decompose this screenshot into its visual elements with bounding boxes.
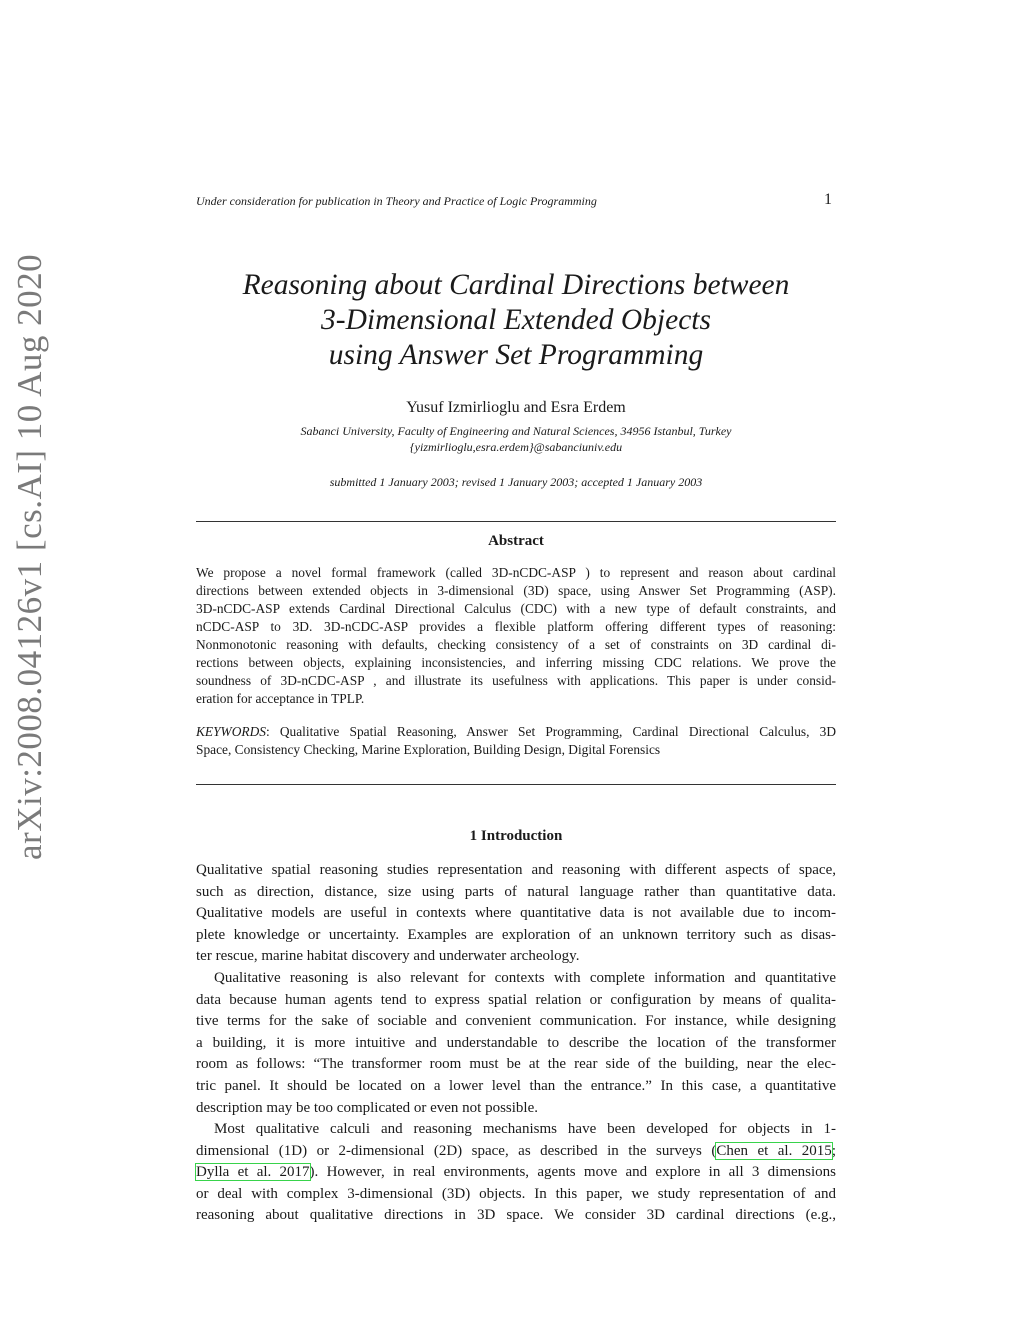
text-fragment: dimensional (1D) or 2-dimensional (2D) space, as described in the surveys ( (196, 1142, 717, 1159)
author-emails[interactable]: {yizmirlioglu,esra.erdem}@sabanciuniv.edu (409, 440, 623, 454)
citation-link-dylla-2017[interactable]: Dylla et al. 2017 (196, 1164, 310, 1181)
intro-paragraph-2 (196, 968, 836, 1119)
text-line: plete knowledge or uncertainty. Examples are exploration of an unknown territory such as disas- (196, 926, 836, 943)
text-fragment: ; (831, 1142, 836, 1159)
abstract-line: soundness of 3D-nCDC-ASP , and illustrate its usefulness with applications. This paper is under consid- (196, 673, 836, 688)
title-line-3: using Answer Set Programming (328, 339, 704, 371)
authors: Yusuf Izmirlioglu and Esra Erdem (406, 399, 626, 416)
intro-paragraph-3 (196, 1119, 836, 1227)
page-number: 1 (824, 191, 832, 208)
paper-title (196, 268, 836, 373)
abstract-line: 3D-nCDC-ASP extends Cardinal Directional Calculus (CDC) with a new type of default constraints, and (196, 601, 836, 616)
keywords (196, 723, 836, 759)
text-line: data because human agents tend to express spatial relation or configuration by means of qualita- (196, 991, 836, 1008)
text-line: Qualitative spatial reasoning studies representation and reasoning with different aspects of space, (196, 862, 836, 878)
citation-link-chen-2015[interactable]: Chen et al. 2015 (716, 1142, 832, 1159)
keywords-line (196, 723, 836, 741)
abstract-body (196, 564, 836, 708)
text-line: Most qualitative calculi and reasoning mechanisms have been developed for objects in 1- (214, 1121, 836, 1137)
keywords-label: KEYWORDS (196, 724, 266, 739)
keywords-list-part2: Space, Consistency Checking, Marine Exploration, Building Design, Digital Forensics (196, 742, 661, 757)
text-line: reasoning about qualitative directions in 3D space. We consider 3D cardinal directions (e.g., (196, 1207, 836, 1224)
text-line: tive terms for the sake of sociable and convenient communication. For instance, while designing (196, 1013, 836, 1030)
text-line: description may be too complicated or even not possible. (196, 1099, 538, 1116)
abstract-line: rections between objects, explaining inconsistencies, and inferring missing CDC relations. We prove the (196, 655, 836, 670)
text-line: or deal with complex 3-dimensional (3D) objects. In this paper, we study representation of and (196, 1185, 836, 1202)
abstract-line: nCDC-ASP to 3D. 3D-nCDC-ASP provides a flexible platform offering different types of reasoning: (196, 619, 836, 634)
running-head: Under consideration for publication in Theory and Practice of Logic Programming (196, 194, 597, 208)
text-line (196, 1162, 836, 1184)
text-fragment: ). However, in real environments, agents move and explore in all 3 dimensions (309, 1164, 836, 1181)
arxiv-identifier: arXiv:2008.04126v1 [cs.AI] 10 Aug 2020 (10, 253, 49, 860)
abstract-line: eration for acceptance in TPLP. (196, 691, 365, 706)
intro-paragraph-1 (196, 860, 836, 968)
text-line (196, 1141, 836, 1163)
text-line: Qualitative reasoning is also relevant for contexts with complete information and quantitative (214, 970, 836, 986)
title-line-2: 3-Dimensional Extended Objects (321, 304, 711, 336)
text-line: ter rescue, marine habitat discovery and underwater archeology. (196, 948, 580, 965)
abstract-line: directions between extended objects in 3-dimensional (3D) space, using Answer Set Programming (ASP). (196, 583, 836, 598)
submission-dates: submitted 1 January 2003; revised 1 January 2003; accepted 1 January 2003 (329, 475, 703, 489)
abstract-top-rule (196, 521, 836, 522)
abstract-bottom-rule (196, 784, 836, 785)
section-heading-introduction: 1 Introduction (469, 828, 563, 844)
abstract-line: We propose a novel formal framework (called 3D-nCDC-ASP ) to represent and reason about cardinal (196, 565, 836, 580)
text-line: tric panel. It should be located on a lower level than the entrance.” In this case, a quantitative (196, 1077, 836, 1094)
text-line: such as direction, distance, size using parts of natural language rather than quantitative data. (196, 883, 836, 900)
title-line-1: Reasoning about Cardinal Directions between (242, 269, 790, 301)
text-line: Qualitative models are useful in contexts where quantitative data is not available due to incom- (196, 905, 836, 922)
keywords-list-part1: : Qualitative Spatial Reasoning, Answer Set Programming, Cardinal Directional Calculus, 3D (265, 724, 836, 739)
abstract-line: Nonmonotonic reasoning with defaults, checking consistency of a set of constraints on 3D cardinal di- (196, 637, 836, 652)
text-line: room as follows: “The transformer room must be at the rear side of the building, near the elec- (196, 1056, 836, 1073)
text-line: a building, it is more intuitive and understandable to describe the location of the transformer (196, 1034, 836, 1051)
affiliation: Sabanci University, Faculty of Engineering and Natural Sciences, 34956 Istanbul, Turkey (300, 424, 732, 438)
abstract-heading: Abstract (488, 533, 544, 549)
